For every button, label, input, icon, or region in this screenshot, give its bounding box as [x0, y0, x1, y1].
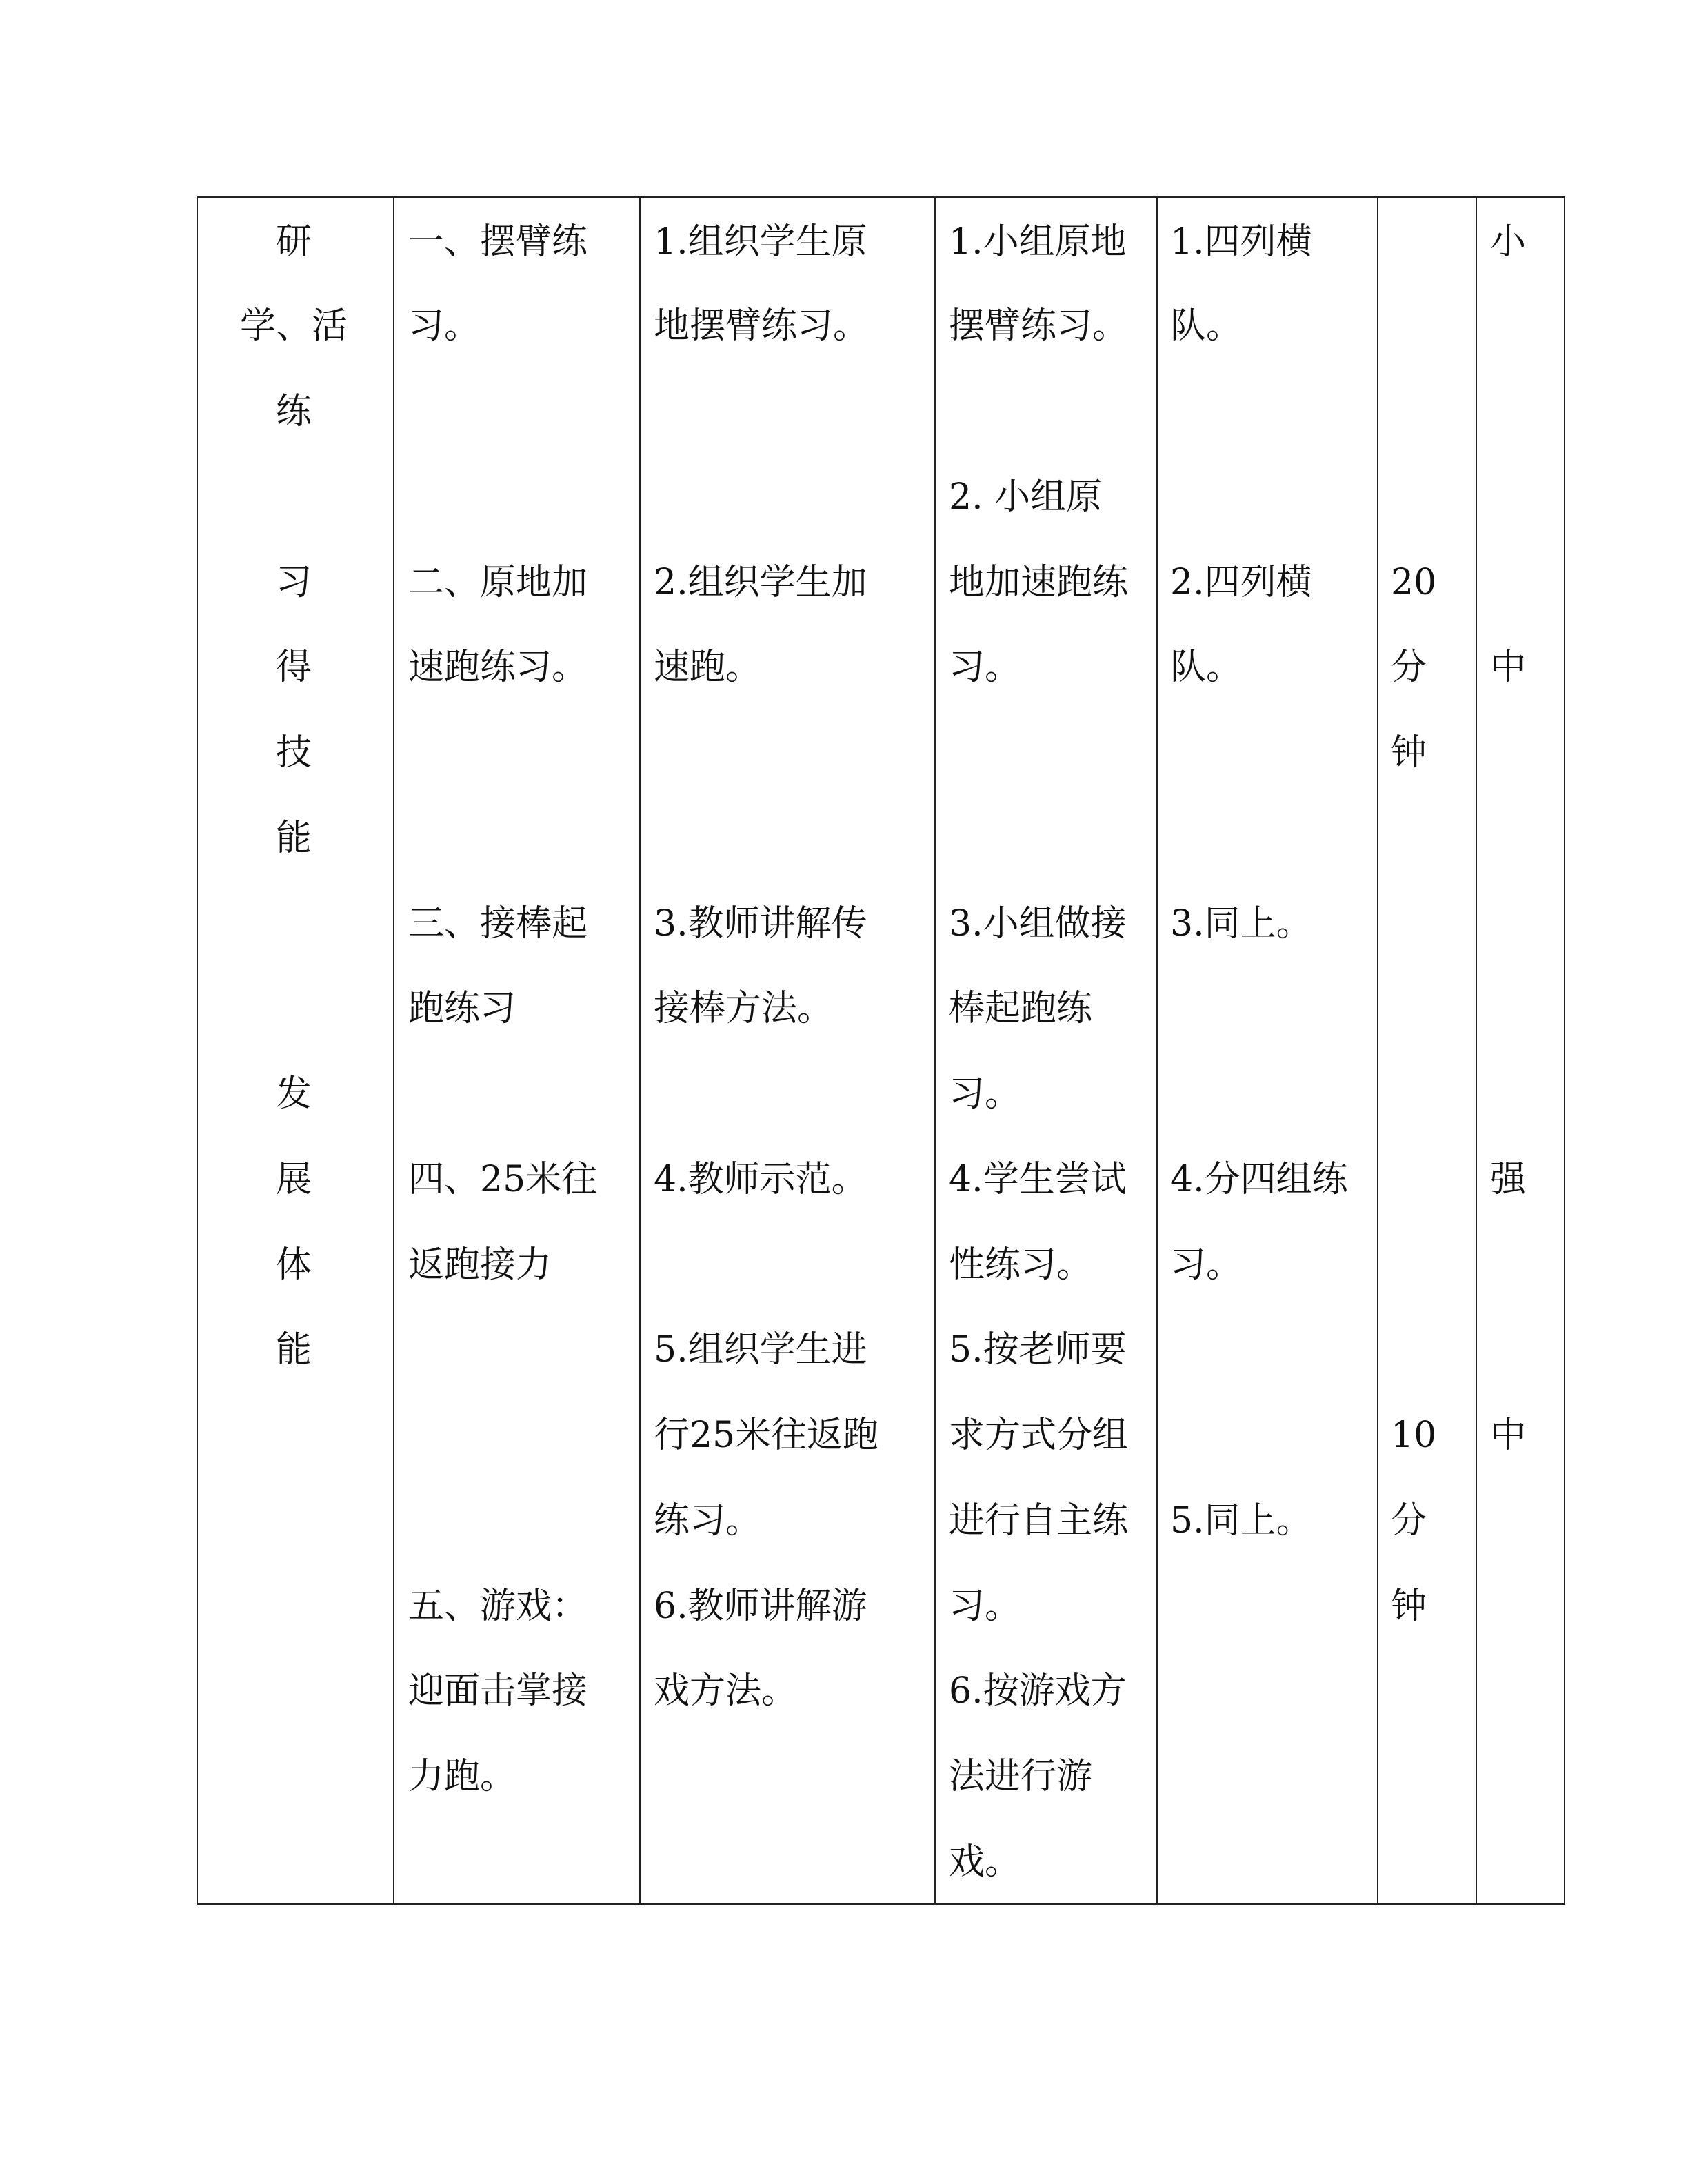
column-divider [1377, 198, 1378, 1903]
intensity-level: 中 [1490, 1415, 1527, 1456]
organization-note: 1.四列横 [1170, 221, 1312, 263]
intensity-level: 小 [1490, 221, 1527, 263]
student-activity: 5.按老师要 [949, 1329, 1127, 1371]
stage-label: 体 [276, 1244, 312, 1286]
teacher-activity: 行25米往返跑 [654, 1415, 879, 1456]
column-divider [1156, 198, 1158, 1903]
organization-note: 习。 [1170, 1244, 1243, 1286]
student-activity: 法进行游 [949, 1756, 1093, 1797]
intensity-level: 中 [1490, 647, 1527, 688]
teacher-activity: 地摆臂练习。 [654, 305, 870, 347]
column-divider [639, 198, 641, 1903]
student-activity: 1.小组原地 [949, 221, 1127, 263]
time-value: 20 [1391, 562, 1437, 603]
content-item: 力跑。 [408, 1756, 516, 1797]
content-item: 返跑接力 [408, 1244, 552, 1286]
column-divider [1476, 198, 1477, 1903]
intensity-level: 强 [1490, 1159, 1527, 1200]
stage-label: 能 [276, 818, 312, 859]
organization-note: 4.分四组练 [1170, 1159, 1348, 1200]
teacher-activity: 2.组织学生加 [654, 562, 867, 603]
student-activity: 棒起跑练 [949, 988, 1093, 1029]
column-divider [934, 198, 936, 1903]
student-activity: 地加速跑练 [949, 562, 1129, 603]
teacher-activity: 5.组织学生进 [654, 1329, 867, 1371]
content-item: 一、摆臂练 [408, 221, 588, 263]
content-item: 二、原地加 [408, 562, 588, 603]
student-activity: 6.按游戏方 [949, 1670, 1127, 1712]
organization-note: 队。 [1170, 305, 1243, 347]
teacher-activity: 接棒方法。 [654, 988, 834, 1029]
student-activity: 习。 [949, 647, 1021, 688]
stage-label: 发 [276, 1073, 312, 1115]
content-item: 三、接棒起 [408, 903, 588, 944]
student-activity: 戏。 [949, 1841, 1021, 1883]
stage-label: 技 [276, 732, 312, 774]
organization-note: 5.同上。 [1170, 1500, 1312, 1541]
content-item: 四、25米往 [408, 1159, 598, 1200]
teacher-activity: 3.教师讲解传 [654, 903, 867, 944]
student-activity: 进行自主练 [949, 1500, 1129, 1541]
stage-label: 得 [276, 647, 312, 688]
teacher-activity: 6.教师讲解游 [654, 1586, 867, 1627]
student-activity: 性练习。 [949, 1244, 1093, 1286]
content-item: 迎面击掌接 [408, 1670, 588, 1712]
content-item: 跑练习 [408, 988, 516, 1029]
lesson-plan-table [197, 196, 1565, 1905]
student-activity: 2. 小组原 [949, 476, 1103, 518]
content-item: 习。 [408, 305, 481, 347]
time-unit: 分 [1391, 1500, 1427, 1541]
time-value: 10 [1391, 1415, 1437, 1456]
student-activity: 习。 [949, 1586, 1021, 1627]
organization-note: 队。 [1170, 647, 1243, 688]
stage-label: 展 [276, 1159, 312, 1200]
teacher-activity: 练习。 [654, 1500, 762, 1541]
student-activity: 习。 [949, 1073, 1021, 1115]
content-item: 五、游戏： [408, 1586, 588, 1627]
student-activity: 4.学生尝试 [949, 1159, 1127, 1200]
time-unit: 钟 [1391, 1586, 1427, 1627]
organization-note: 2.四列横 [1170, 562, 1312, 603]
organization-note: 3.同上。 [1170, 903, 1312, 944]
stage-label: 研 [276, 221, 312, 263]
stage-label: 能 [276, 1329, 312, 1371]
stage-label: 学、活 [240, 305, 348, 347]
teacher-activity: 1.组织学生原 [654, 221, 867, 263]
teacher-activity: 戏方法。 [654, 1670, 798, 1712]
time-unit: 钟 [1391, 732, 1427, 774]
content-item: 速跑练习。 [408, 647, 588, 688]
time-unit: 分 [1391, 647, 1427, 688]
column-divider [393, 198, 394, 1903]
teacher-activity: 4.教师示范。 [654, 1159, 867, 1200]
teacher-activity: 速跑。 [654, 647, 762, 688]
student-activity: 求方式分组 [949, 1415, 1129, 1456]
student-activity: 3.小组做接 [949, 903, 1127, 944]
stage-label: 练 [276, 391, 312, 432]
stage-label: 习 [276, 562, 312, 603]
student-activity: 摆臂练习。 [949, 305, 1129, 347]
